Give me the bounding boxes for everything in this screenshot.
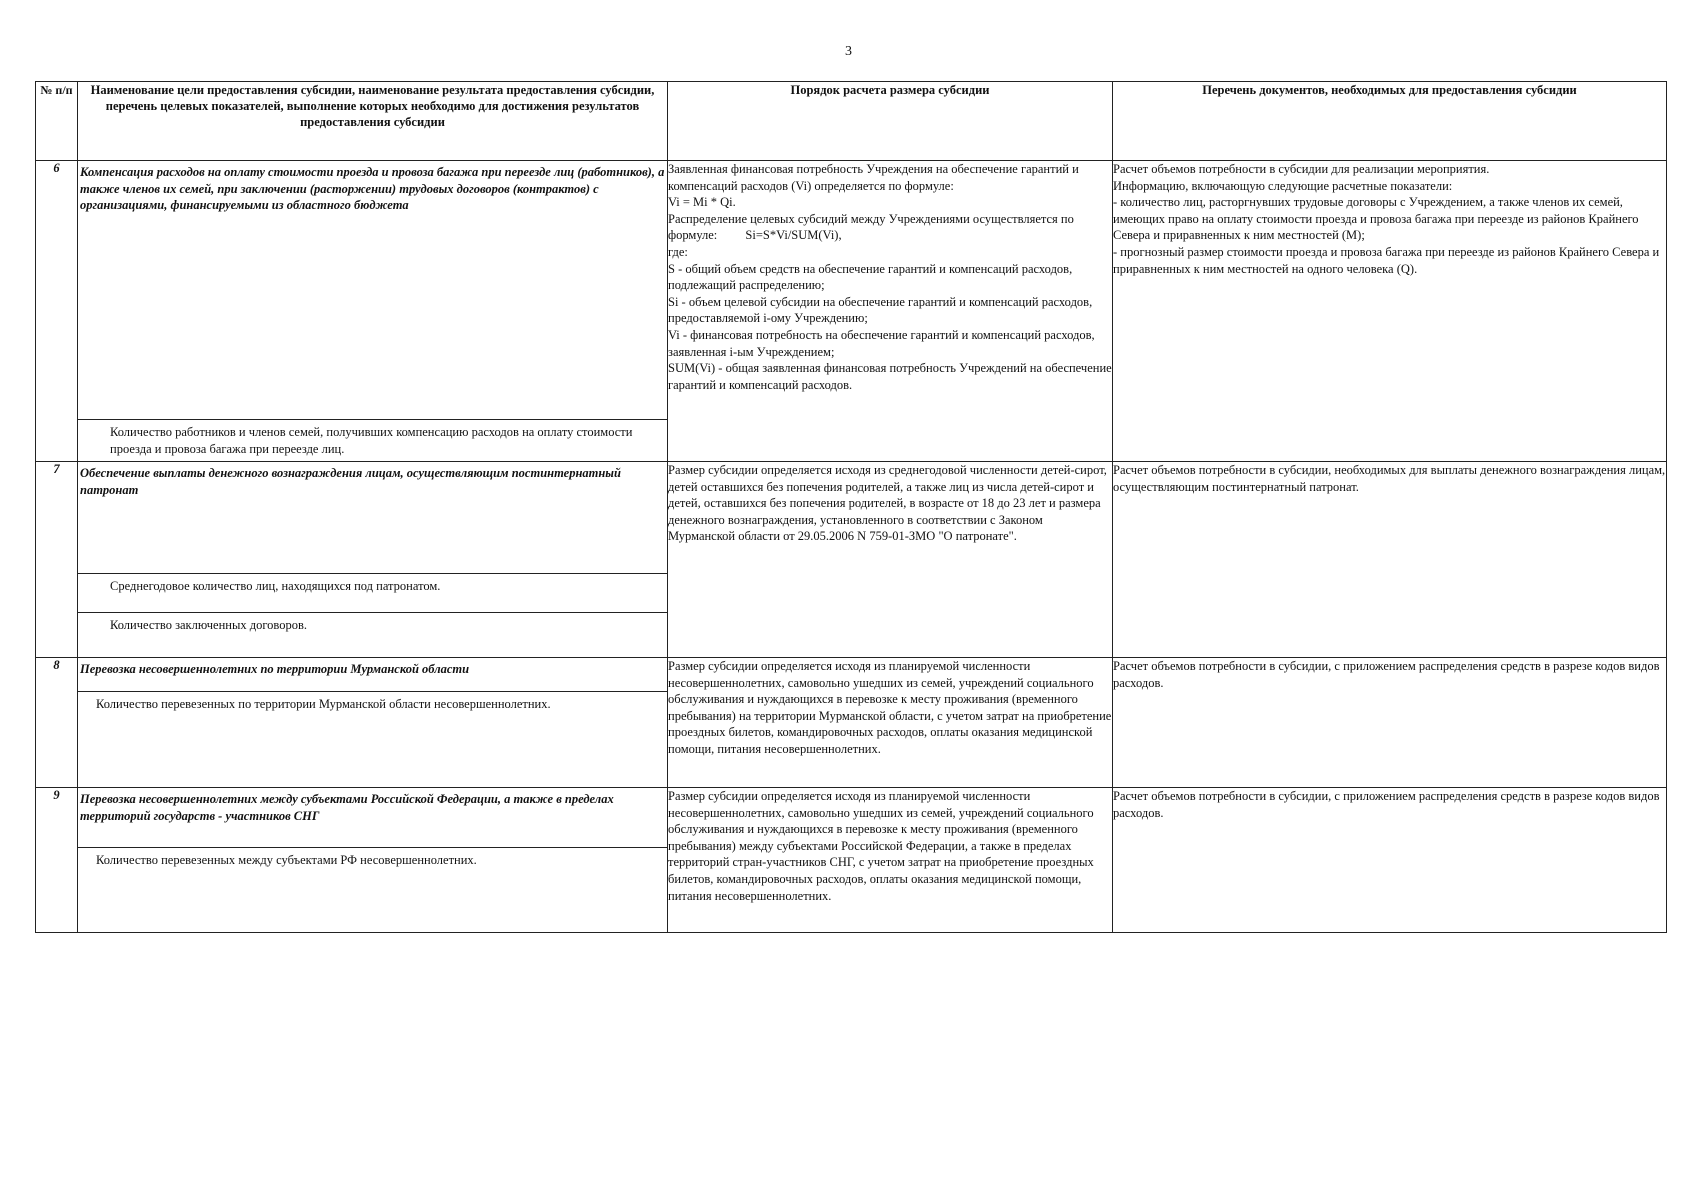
- goal-title: Обеспечение выплаты денежного вознаграждения лицам, осуществляющим постинтернатный патронат: [80, 466, 621, 497]
- table-header-row: [36, 82, 1667, 161]
- header-goal: Наименование цели предоставления субсидии, наименование результата предоставления субсидии, перечень целевых показателей, выполнение которых необходимо для достижения результатов предоставления субсидии: [78, 82, 668, 161]
- table-row: [36, 658, 1667, 788]
- goal-title: Компенсация расходов на оплату стоимости проезда и провоза багажа при переезде лиц (работников), а также членов их семей, при заключении (расторжении) трудовых договоров (контрактов) с организациями, финансируемыми из областного бюджета: [80, 165, 665, 212]
- calc-line: Заявленная финансовая потребность Учреждения на обеспечение гарантий и компенсаций расходов (Vi) определяется по формуле:: [668, 162, 1079, 193]
- page-number: 3: [845, 44, 852, 59]
- indicator: Количество заключенных договоров.: [78, 612, 667, 657]
- row-goal-cell: [78, 788, 668, 933]
- docs-line: Информацию, включающую следующие расчетные показатели:: [1113, 178, 1453, 193]
- calc-line: SUM(Vi) - общая заявленная финансовая потребность Учреждений на обеспечение гарантий и компенсаций расходов.: [668, 361, 1112, 392]
- docs-line: - количество лиц, расторгнувших трудовые договоры с Учреждением, а также членов их семей, имеющих право на оплату стоимости проезда и провоза багажа при переезде из районов Крайнего Севера и приравненных к ним местностей (M);: [1113, 195, 1639, 243]
- row-num: 7: [36, 462, 78, 658]
- table-row: [36, 788, 1667, 933]
- calc-line: Распределение целевых субсидий между Учреждениями осуществляется по формуле: Si=S*Vi/SUM(Vi),: [668, 211, 1077, 243]
- docs-cell: [1113, 161, 1667, 462]
- goal-title: Перевозка несовершеннолетних между субъектами Российской Федерации, а также в пределах территорий государств - участников СНГ: [80, 792, 614, 823]
- calc-line: Vi - финансовая потребность на обеспечение гарантий и компенсаций расходов, заявленная i-ым Учреждением;: [668, 327, 1095, 359]
- docs-cell: Расчет объемов потребности в субсидии, с приложением распределения средств в разрезе кодов видов расходов.: [1113, 658, 1667, 788]
- header-docs: Перечень документов, необходимых для предоставления субсидии: [1113, 82, 1667, 161]
- docs-cell: Расчет объемов потребности в субсидии, необходимых для выплаты денежного вознаграждения лицам, осуществляющим постинтернатный патронат.: [1113, 462, 1667, 658]
- indicator: Количество перевезенных между субъектами РФ несовершеннолетних.: [78, 847, 667, 932]
- docs-line: Расчет объемов потребности в субсидии для реализации мероприятия.: [1113, 162, 1490, 176]
- docs-line: - прогнозный размер стоимости проезда и провоза багажа при переезде из районов Крайнего Севера и приравненных к ним местностей на одного человека (Q).: [1113, 244, 1660, 276]
- goal-title: Перевозка несовершеннолетних по территории Мурманской области: [80, 662, 470, 676]
- indicator: Количество работников и членов семей, получивших компенсацию расходов на оплату стоимости проезда и провоза багажа при переезде лиц.: [78, 419, 667, 461]
- calc-line: Si - объем целевой субсидии на обеспечение гарантий и компенсаций расходов, предоставляемой i-ому Учреждению;: [668, 294, 1093, 326]
- docs-cell: Расчет объемов потребности в субсидии, с приложением распределения средств в разрезе кодов видов расходов.: [1113, 788, 1667, 933]
- indicator: Количество перевезенных по территории Мурманской области несовершеннолетних.: [78, 691, 667, 787]
- subsidy-table: [35, 81, 1667, 933]
- calc-cell: [668, 161, 1113, 462]
- table-row: [36, 462, 1667, 658]
- calc-cell: Размер субсидии определяется исходя из планируемой численности несовершеннолетних, самовольно ушедших из семей, учреждений социального обслуживания и нуждающихся в перевозке к месту проживания (временного пребывания) на территории Мурманской области, с учетом затрат на приобретение проездных билетов, командировочных расходов, оплаты оказания медицинской помощи, питания несовершеннолетних.: [668, 658, 1113, 788]
- row-goal-cell: [78, 658, 668, 788]
- table-row: [36, 161, 1667, 462]
- calc-line: где:: [668, 244, 688, 259]
- calc-cell: Размер субсидии определяется исходя из среднегодовой численности детей-сирот, детей оставшихся без попечения родителей, а также лиц из числа детей-сирот и детей, оставшихся без попечения родителей, в возрасте от 18 до 23 лет и размера денежного вознаграждения, установленного в соответствии с Законом Мурманской области от 29.05.2006 N 759-01-ЗМО "О патронате".: [668, 462, 1113, 658]
- row-num: 6: [36, 161, 78, 462]
- calc-line: S - общий объем средств на обеспечение гарантий и компенсаций расходов, подлежащий распределению;: [668, 261, 1073, 293]
- header-calc: Порядок расчета размера субсидии: [668, 82, 1113, 161]
- calc-cell: Размер субсидии определяется исходя из планируемой численности несовершеннолетних, самовольно ушедших из семей, учреждений социального обслуживания и нуждающихся в перевозке к месту проживания (временного пребывания) между субъектами Российской Федерации, а также в пределах территорий стран-участников СНГ, с учетом затрат на приобретение проездных билетов, командировочных расходов, оплаты оказания медицинской помощи, питания несовершеннолетних.: [668, 788, 1113, 933]
- row-goal-cell: [78, 462, 668, 658]
- indicator: Среднегодовое количество лиц, находящихся под патронатом.: [78, 573, 667, 612]
- calc-line: Vi = Mi * Qi.: [668, 195, 736, 210]
- row-goal-cell: [78, 161, 668, 462]
- row-num: 8: [36, 658, 78, 788]
- header-num: № п/п: [36, 82, 78, 161]
- row-num: 9: [36, 788, 78, 933]
